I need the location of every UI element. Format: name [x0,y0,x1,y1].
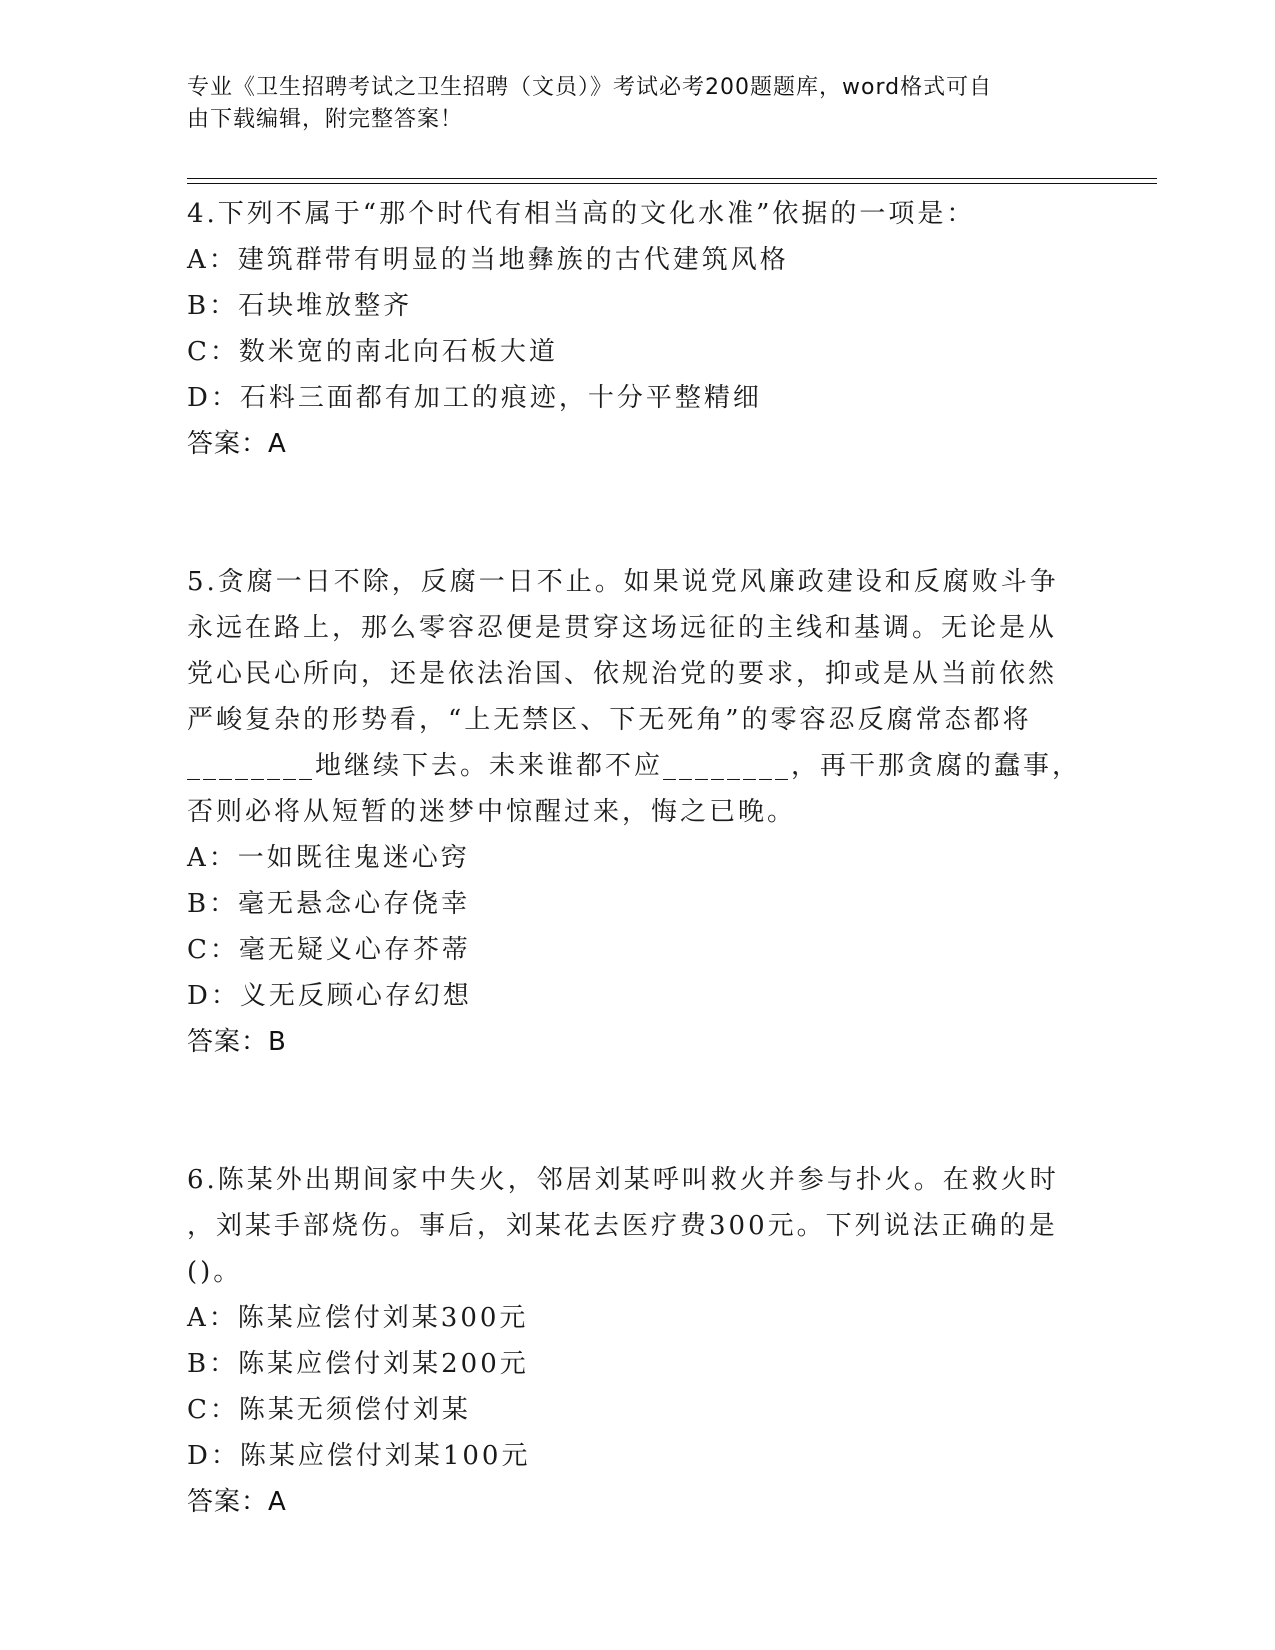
option-d: D：石料三面都有加工的痕迹，十分平整精细 [187,383,762,413]
stem-line: 党心民心所向，还是依法治国、依规治党的要求，抑或是从当前依然 [187,659,1058,689]
question-stem [187,191,1067,237]
stem-line: ________地继续下去。未来谁都不应________，再干那贪腐的蠢事， [187,751,1082,781]
option-d: D：陈某应偿付刘某100元 [187,1441,531,1471]
option-a: A：一如既往鬼迷心窍 [187,843,470,873]
stem-line: 6.陈某外出期间家中失火，邻居刘某呼叫救火并参与扑火。在救火时 [187,1165,1059,1195]
option-c: C：陈某无须偿付刘某 [187,1395,471,1425]
option-a: A：建筑群带有明显的当地彝族的古代建筑风格 [187,245,789,275]
stem-line: 否则必将从短暂的迷梦中惊醒过来，悔之已晚。 [187,797,797,827]
option-a: A：陈某应偿付刘某300元 [187,1303,529,1333]
stem-line: 4.下列不属于“那个时代有相当高的文化水准”依据的一项是： [187,199,976,229]
stem-line: 严峻复杂的形势看，“上无禁区、下无死角”的零容忍反腐常态都将 [187,705,1032,735]
question-6 [187,1157,1067,1525]
document-header [187,72,1067,136]
option-b: B：陈某应偿付刘某200元 [187,1349,529,1379]
answer-label: 答案：A [187,429,287,459]
answer-label: 答案：A [187,1487,287,1517]
option-c: C：毫无疑义心存芥蒂 [187,935,471,965]
question-spacer [187,467,1067,559]
stem-line: 永远在路上，那么零容忍便是贯穿这场远征的主线和基调。无论是从 [187,613,1058,643]
stem-line: ，刘某手部烧伤。事后，刘某花去医疗费300元。下列说法正确的是 [187,1211,1058,1241]
option-b: B：石块堆放整齐 [187,291,413,321]
question-spacer [187,1065,1067,1157]
header-line-1: 专业《卫生招聘考试之卫生招聘（文员）》考试必考200题题库，word格式可自 [187,75,993,100]
stem-line: ()。 [187,1257,243,1287]
header-divider-bottom [187,183,1157,184]
answer-label: 答案：B [187,1027,287,1057]
question-stem [187,1157,1067,1295]
question-list [187,191,1082,1525]
question-5 [187,559,1082,1065]
stem-line: 5.贪腐一日不除，反腐一日不止。如果说党风廉政建设和反腐败斗争 [187,567,1059,597]
question-4 [187,191,1067,467]
question-stem [187,559,1082,835]
option-d: D：义无反顾心存幻想 [187,981,472,1011]
header-line-2: 由下载编辑，附完整答案！ [187,107,464,132]
option-c: C：数米宽的南北向石板大道 [187,337,558,367]
header-divider-top [187,178,1157,179]
option-b: B：毫无悬念心存侥幸 [187,889,471,919]
